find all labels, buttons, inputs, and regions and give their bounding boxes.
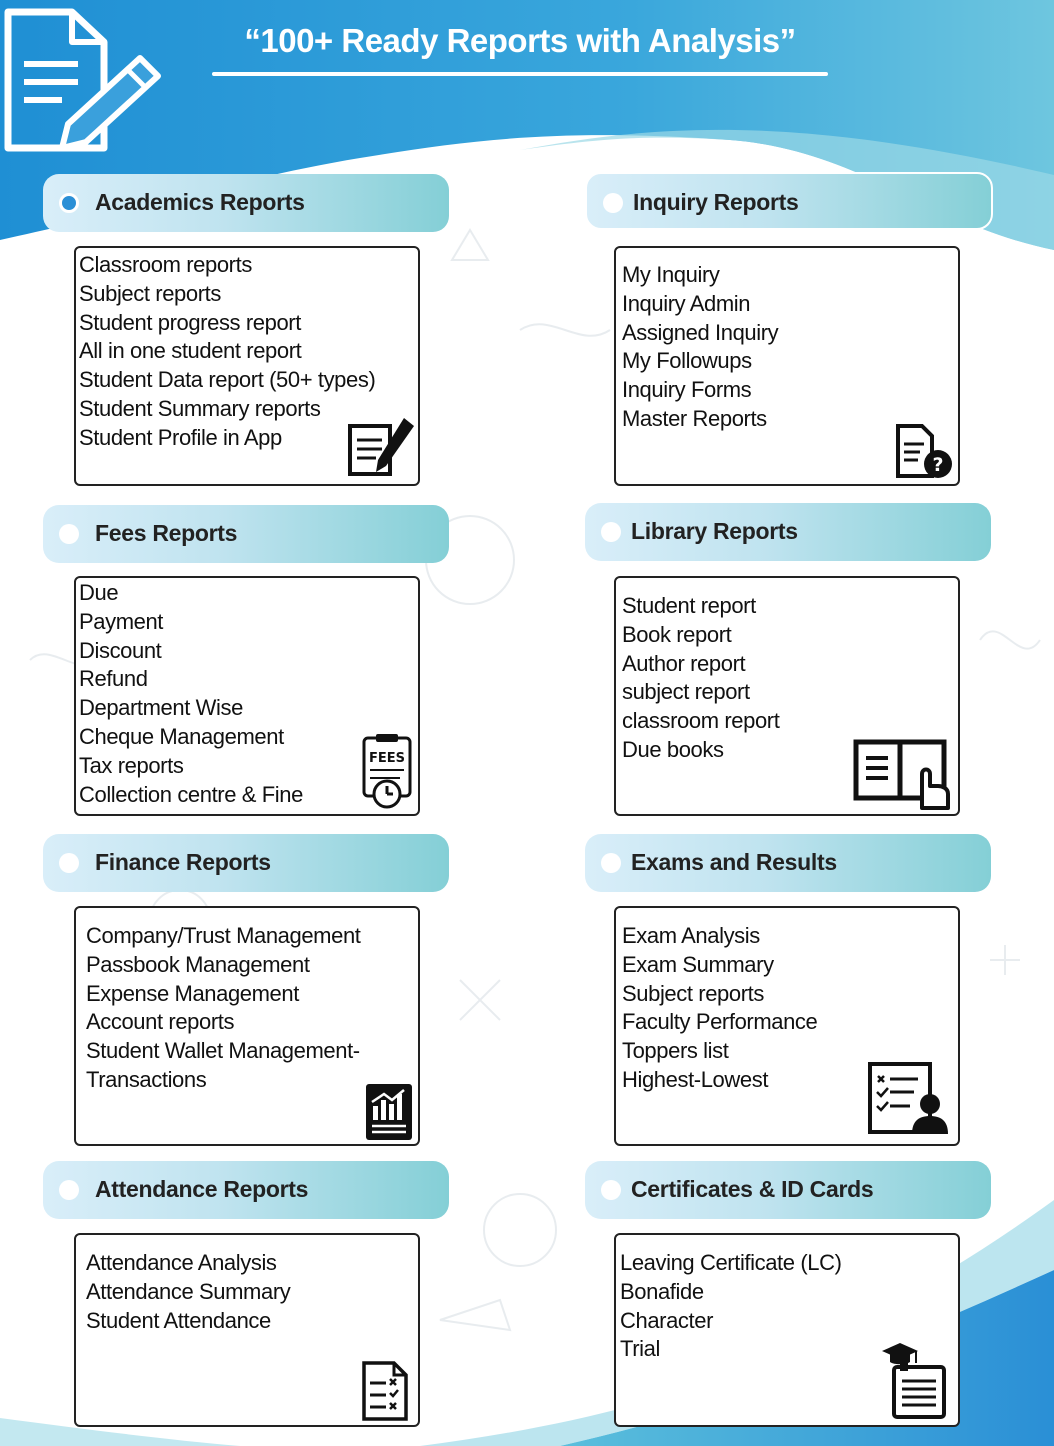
section-header-attendance [43,1161,449,1219]
list-item: Classroom reports [79,252,252,277]
list-item: Transactions [86,1066,207,1092]
fees-icon-text: FEES [368,751,406,766]
list-item: Assigned Inquiry [622,319,779,345]
section-title: Library Reports [631,518,798,544]
list-item: Expense Management [86,980,299,1006]
exam-checklist-icon [866,1060,950,1136]
section-title: Finance Reports [95,849,271,875]
bullet-dot [59,524,79,544]
report-list [622,922,817,1095]
bullet-dot [59,193,79,213]
list-item: Company/Trust Management [86,923,361,948]
report-list [86,1249,290,1335]
bullet-dot [59,1180,79,1200]
section-header-inquiry [585,172,993,230]
svg-text:?: ? [932,454,944,476]
list-item: Due books [622,736,724,762]
bullet-dot [601,522,621,542]
list-item: Discount [79,637,162,663]
bullet-dot [601,853,621,873]
list-item: Leaving Certificate (LC) [620,1250,842,1275]
list-item: Exam Summary [622,951,774,977]
bullet-dot [603,193,623,213]
report-list [79,579,303,809]
list-item: Exam Analysis [622,923,760,948]
list-item: Highest-Lowest [622,1066,769,1092]
bullet-dot [59,853,79,873]
list-item: Account reports [86,1009,235,1035]
list-item: Attendance Analysis [86,1250,277,1275]
report-list [86,922,361,1095]
section-card-inquiry [614,246,960,486]
list-item: Toppers list [622,1038,729,1064]
attendance-sheet-icon [360,1361,412,1423]
bullet-dot [601,1180,621,1200]
section-title: Fees Reports [95,520,238,546]
document-question-icon [894,424,956,480]
list-item: My Inquiry [622,262,720,287]
list-item: All in one student report [79,338,302,364]
section-header-certificates [585,1161,991,1219]
section-card-certificates [614,1233,960,1427]
list-item: Refund [79,666,148,692]
section-card-academics [74,246,420,486]
section-header-academics [43,174,449,232]
list-item: subject report [622,679,750,705]
report-list [622,261,778,434]
list-item: Passbook Management [86,951,310,977]
list-item: Student Data report (50+ types) [79,367,376,393]
list-item: Student Summary reports [79,395,321,421]
section-title: Inquiry Reports [633,189,799,215]
list-item: Student Profile in App [79,424,282,450]
list-item: Tax reports [79,752,184,778]
section-header-library [585,503,991,561]
list-item: Subject reports [79,280,221,306]
report-list [622,592,779,765]
list-item: Author report [622,650,746,676]
section-header-finance [43,834,449,892]
section-card-finance [74,906,420,1146]
list-item: Payment [79,608,164,634]
list-item: Subject reports [622,980,764,1006]
section-card-fees [74,576,420,816]
list-item: Department Wise [79,695,243,721]
list-item: Student Attendance [86,1307,271,1333]
graduation-certificate-icon [878,1339,950,1419]
section-title: Certificates & ID Cards [631,1176,874,1202]
list-item: classroom report [622,708,780,734]
section-card-library [614,576,960,816]
list-item: Book report [622,621,732,647]
list-item: Bonafide [620,1278,704,1304]
section-card-attendance [74,1233,420,1427]
section-card-exams [614,906,960,1146]
list-item: Character [620,1307,713,1333]
list-item: Inquiry Admin [622,290,751,316]
list-item: Attendance Summary [86,1278,291,1304]
section-title: Exams and Results [631,849,837,875]
section-title: Academics Reports [95,189,305,215]
fees-clipboard-icon [360,732,414,810]
list-item: Cheque Management [79,723,284,749]
list-item: Trial [620,1336,660,1362]
list-item: Student report [622,593,756,618]
list-item: Faculty Performance [622,1009,818,1035]
edit-document-icon [346,416,416,478]
report-list [620,1249,842,1364]
title-underline [212,72,828,76]
report-list [79,251,375,453]
book-touch-icon [852,736,954,810]
section-header-fees [43,505,449,563]
list-item: Due [79,580,119,605]
finance-chart-icon [364,1082,414,1142]
list-item: Student Wallet Management- [86,1038,360,1064]
section-header-exams [585,834,991,892]
list-item: Inquiry Forms [622,377,752,403]
report-edit-icon [0,8,170,158]
page-title: “100+ Ready Reports with Analysis” [244,22,796,59]
list-item: Master Reports [622,405,767,431]
list-item: Collection centre & Fine [79,781,303,807]
list-item: Student progress report [79,309,301,335]
list-item: My Followups [622,348,752,374]
section-title: Attendance Reports [95,1176,309,1202]
